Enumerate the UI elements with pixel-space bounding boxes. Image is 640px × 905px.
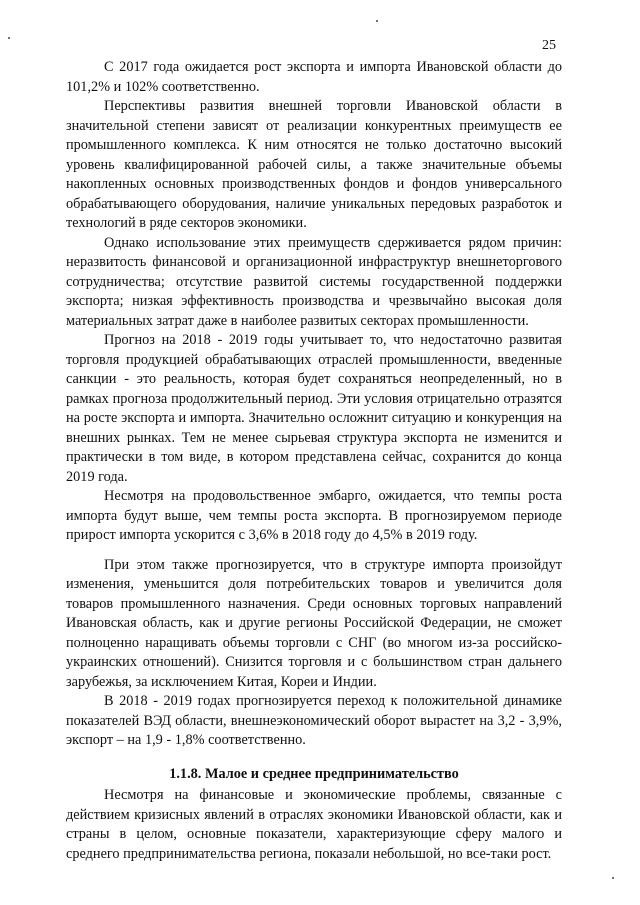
paragraph-2: Перспективы развития внешней торговли Ивановской области в значительной степени зависят от реализации конкурентных преимуществ ее промышленного комплекса. К ним относятся не только достаточно высокий уровень квалифицированной рабочей силы, а также значительные объемы накопленных основных производственных фондов и фондов универсального обрабатывающего оборудования, наличие уникальных передовых разработок и технологий в ряде секторов экономики. xyxy=(66,98,562,231)
paragraph-4: Прогноз на 2018 - 2019 годы учитывает то, что недостаточно развитая торговля продукцией обрабатывающих отраслей промышленности, введенные санкции - это реальность, которая будет сохраняться неопределенный, но в рамках прогноза продолжительный период. Эти условия отрицательно отразятся на росте экспорта и импорта. Значительно осложнит ситуацию и конкуренция на внешних рынках. Тем не менее сырьевая структура экспорта не изменится и практически в том виде, в котором представлена сейчас, сохранится до конца 2019 года. xyxy=(66,332,562,485)
section-heading: 1.1.8. Малое и среднее предпринимательство xyxy=(169,765,459,782)
paragraph-1: С 2017 года ожидается рост экспорта и импорта Ивановской области до 101,2% и 102% соответственно. xyxy=(66,59,562,95)
page-number: 25 xyxy=(542,38,556,53)
scan-speck xyxy=(612,877,614,879)
paragraph-5: Несмотря на продовольственное эмбарго, ожидается, что темпы роста импорта будут выше, чем темпы роста экспорта. В прогнозируемом периоде прирост импорта ускорится с 3,6% в 2018 году до 4,5% в 2019 году. xyxy=(66,488,562,543)
paragraph-3: Однако использование этих преимуществ сдерживается рядом причин: неразвитость финансовой и организационной инфраструктур внешнеторгового сотрудничества; отсутствие развитой системы государственной поддержки экспорта; низкая эффективность производства и чрезвычайно высокая доля материальных затрат даже в наиболее развитых секторах промышленности. xyxy=(66,234,562,329)
document-body xyxy=(66,58,562,864)
paragraph-6: При этом также прогнозируется, что в структуре импорта произойдут изменения, уменьшится доля потребительских товаров и увеличится доля товаров промышленного назначения. Среди основных торговых направлений Ивановская область, как и другие регионы Российской Федерации, не сможет полноценно наращивать объемы торговли с СНГ (во многом из-за российско-украинских отношений). Снизится торговля и с большинством стран дальнего зарубежья, за исключением Китая, Кореи и Индии. xyxy=(66,556,562,690)
scan-speck xyxy=(376,20,378,22)
scan-speck xyxy=(8,37,10,39)
section-paragraph: Несмотря на финансовые и экономические проблемы, связанные с действием кризисных явлений в отраслях экономики Ивановской области, как и страны в целом, основные показатели, характеризующие сферу малого и среднего предпринимательства региона, показали небольшой, но все-таки рост. xyxy=(66,787,562,862)
paragraph-7: В 2018 - 2019 годах прогнозируется переход к положительной динамике показателей ВЭД области, внешнеэкономический оборот вырастет на 3,2 - 3,9%, экспорт – на 1,9 - 1,8% соответственно. xyxy=(66,693,562,748)
